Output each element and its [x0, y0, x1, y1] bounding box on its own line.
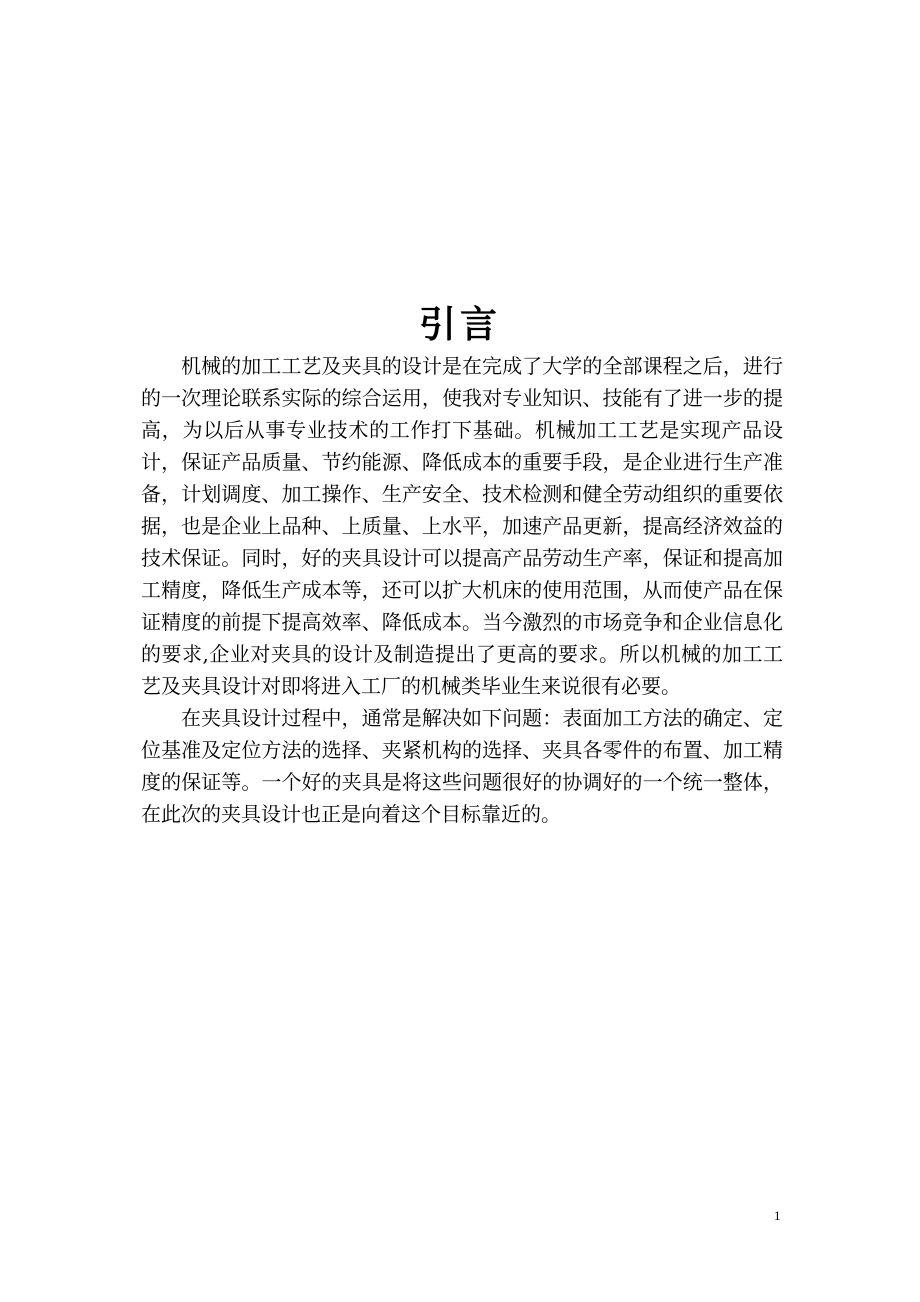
paragraph-1: 机械的加工工艺及夹具的设计是在完成了大学的全部课程之后，进行的一次理论联系实际的综合运用，使我对专业知识、技能有了进一步的提高，为以后从事专业技术的工作打下基础。机械加工工艺是实现产品设计，保证产品质量、节约能源、降低成本的重要手段，是企业进行生产准备，计划调度、加工操作、生产安全、技术检测和健全劳动组织的重要依据，也是企业上品种、上质量、上水平，加速产品更新，提高经济效益的技术保证。同时，好的夹具设计可以提高产品劳动生产率，保证和提高加工精度，降低生产成本等，还可以扩大机床的使用范围，从而使产品在保证精度的前提下提高效率、降低成本。当今激烈的市场竞争和企业信息化的要求,企业对夹具的设计及制造提出了更高的要求。所以机械的加工工艺及夹具设计对即将进入工厂的机械类毕业生来说很有必要。 [141, 354, 783, 698]
page-title: 引言 [419, 303, 501, 346]
paragraph-2: 在夹具设计过程中，通常是解决如下问题：表面加工方法的确定、定位基准及定位方法的选择、夹紧机构的选择、夹具各零件的布置、加工精度的保证等。一个好的夹具是将这些问题很好的协调好的一个统一整体，在此次的夹具设计也正是向着这个目标靠近的。 [141, 706, 783, 826]
page-number: 1 [774, 1208, 781, 1223]
body-text [141, 350, 783, 830]
